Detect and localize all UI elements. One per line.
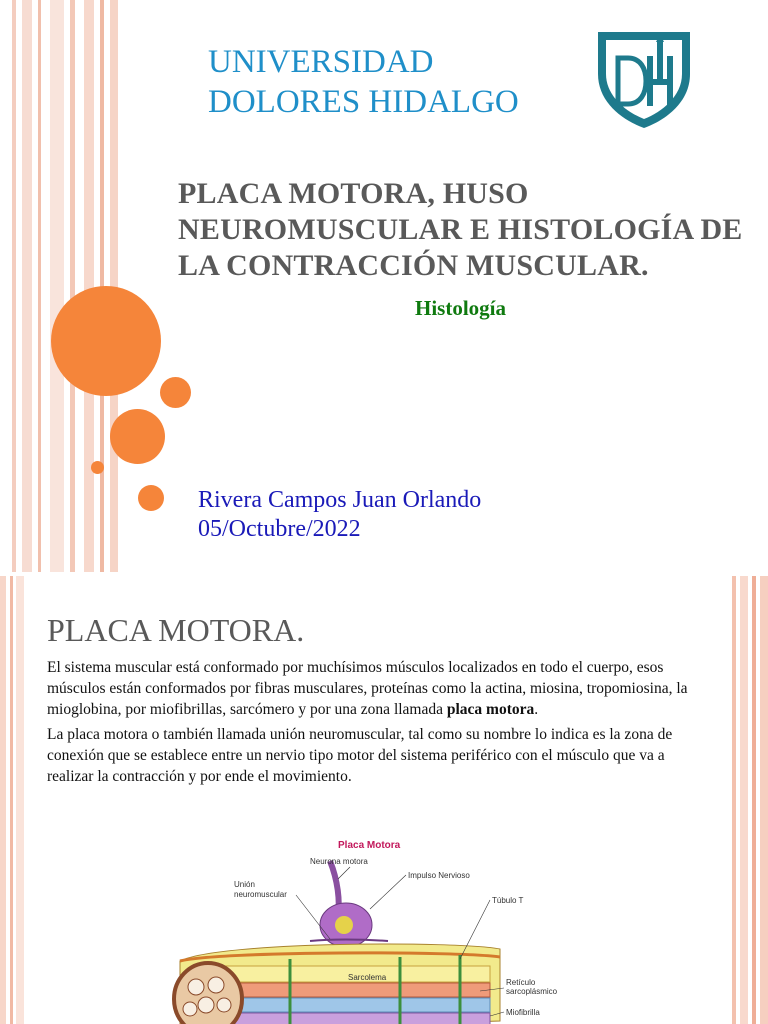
motor-plate-diagram — [160, 831, 580, 1024]
label-sarcolema: Sarcolema — [348, 973, 387, 982]
decorative-stripes-left — [0, 576, 30, 1024]
decorative-circle-small-2 — [138, 485, 164, 511]
label-reticulo-2: sarcoplásmico — [506, 987, 558, 996]
presentation-date: 05/Octubre/2022 — [198, 516, 361, 542]
diagram-title: Placa Motora — [338, 840, 401, 851]
university-line-2: DOLORES HIDALGO — [208, 84, 519, 120]
label-union-2: neuromuscular — [234, 890, 287, 899]
slide-body — [47, 657, 707, 791]
label-union-1: Unión — [234, 880, 255, 889]
slide-heading: PLACA MOTORA. — [47, 612, 305, 648]
paragraph-1-text: El sistema muscular está conformado por muchísimos músculos localizados en todo el cuerpo, esos músculos están conformados por fibras musculares, proteínas como la actina, miosina, tropomiosina, la mioglobina, por miofibrillas, sarcómero y por una zona llamada — [47, 659, 688, 718]
decorative-circle-medium — [110, 409, 165, 464]
presentation-title: PLACA MOTORA, HUSO NEUROMUSCULAR E HISTOLOGÍA DE LA CONTRACCIÓN MUSCULAR. — [178, 177, 743, 282]
label-impulso-nervioso: Impulso Nervioso — [408, 871, 470, 880]
content-slide — [0, 576, 768, 1024]
subject-label: Histología — [415, 296, 507, 320]
university-line-1: UNIVERSIDAD — [208, 44, 434, 80]
paragraph-1 — [47, 657, 707, 720]
label-neurona-motora: Neurona motora — [310, 857, 368, 866]
label-reticulo-1: Retículo — [506, 978, 536, 987]
decorative-circle-large — [51, 286, 161, 396]
label-tubulo-t: Túbulo T — [492, 896, 524, 905]
author-name: Rivera Campos Juan Orlando — [198, 487, 482, 513]
university-name — [208, 42, 519, 122]
university-crest-logo — [594, 28, 694, 130]
decorative-circle-tiny — [91, 461, 104, 474]
paragraph-2: La placa motora o también llamada unión neuromuscular, tal como su nombre lo indica es la zona de conexión que se establece entre un nervio tipo motor del sistema periférico con el músculo que va a realizar la contracción y por ende el movimiento. — [47, 726, 673, 785]
paragraph-1-bold-term: placa motora — [446, 701, 535, 718]
decorative-stripes-right — [728, 576, 768, 1024]
label-miofibrilla: Miofibrilla — [506, 1008, 540, 1017]
author-block — [198, 486, 481, 544]
decorative-circle-small — [160, 377, 191, 408]
paragraph-1-end: . — [534, 701, 539, 718]
